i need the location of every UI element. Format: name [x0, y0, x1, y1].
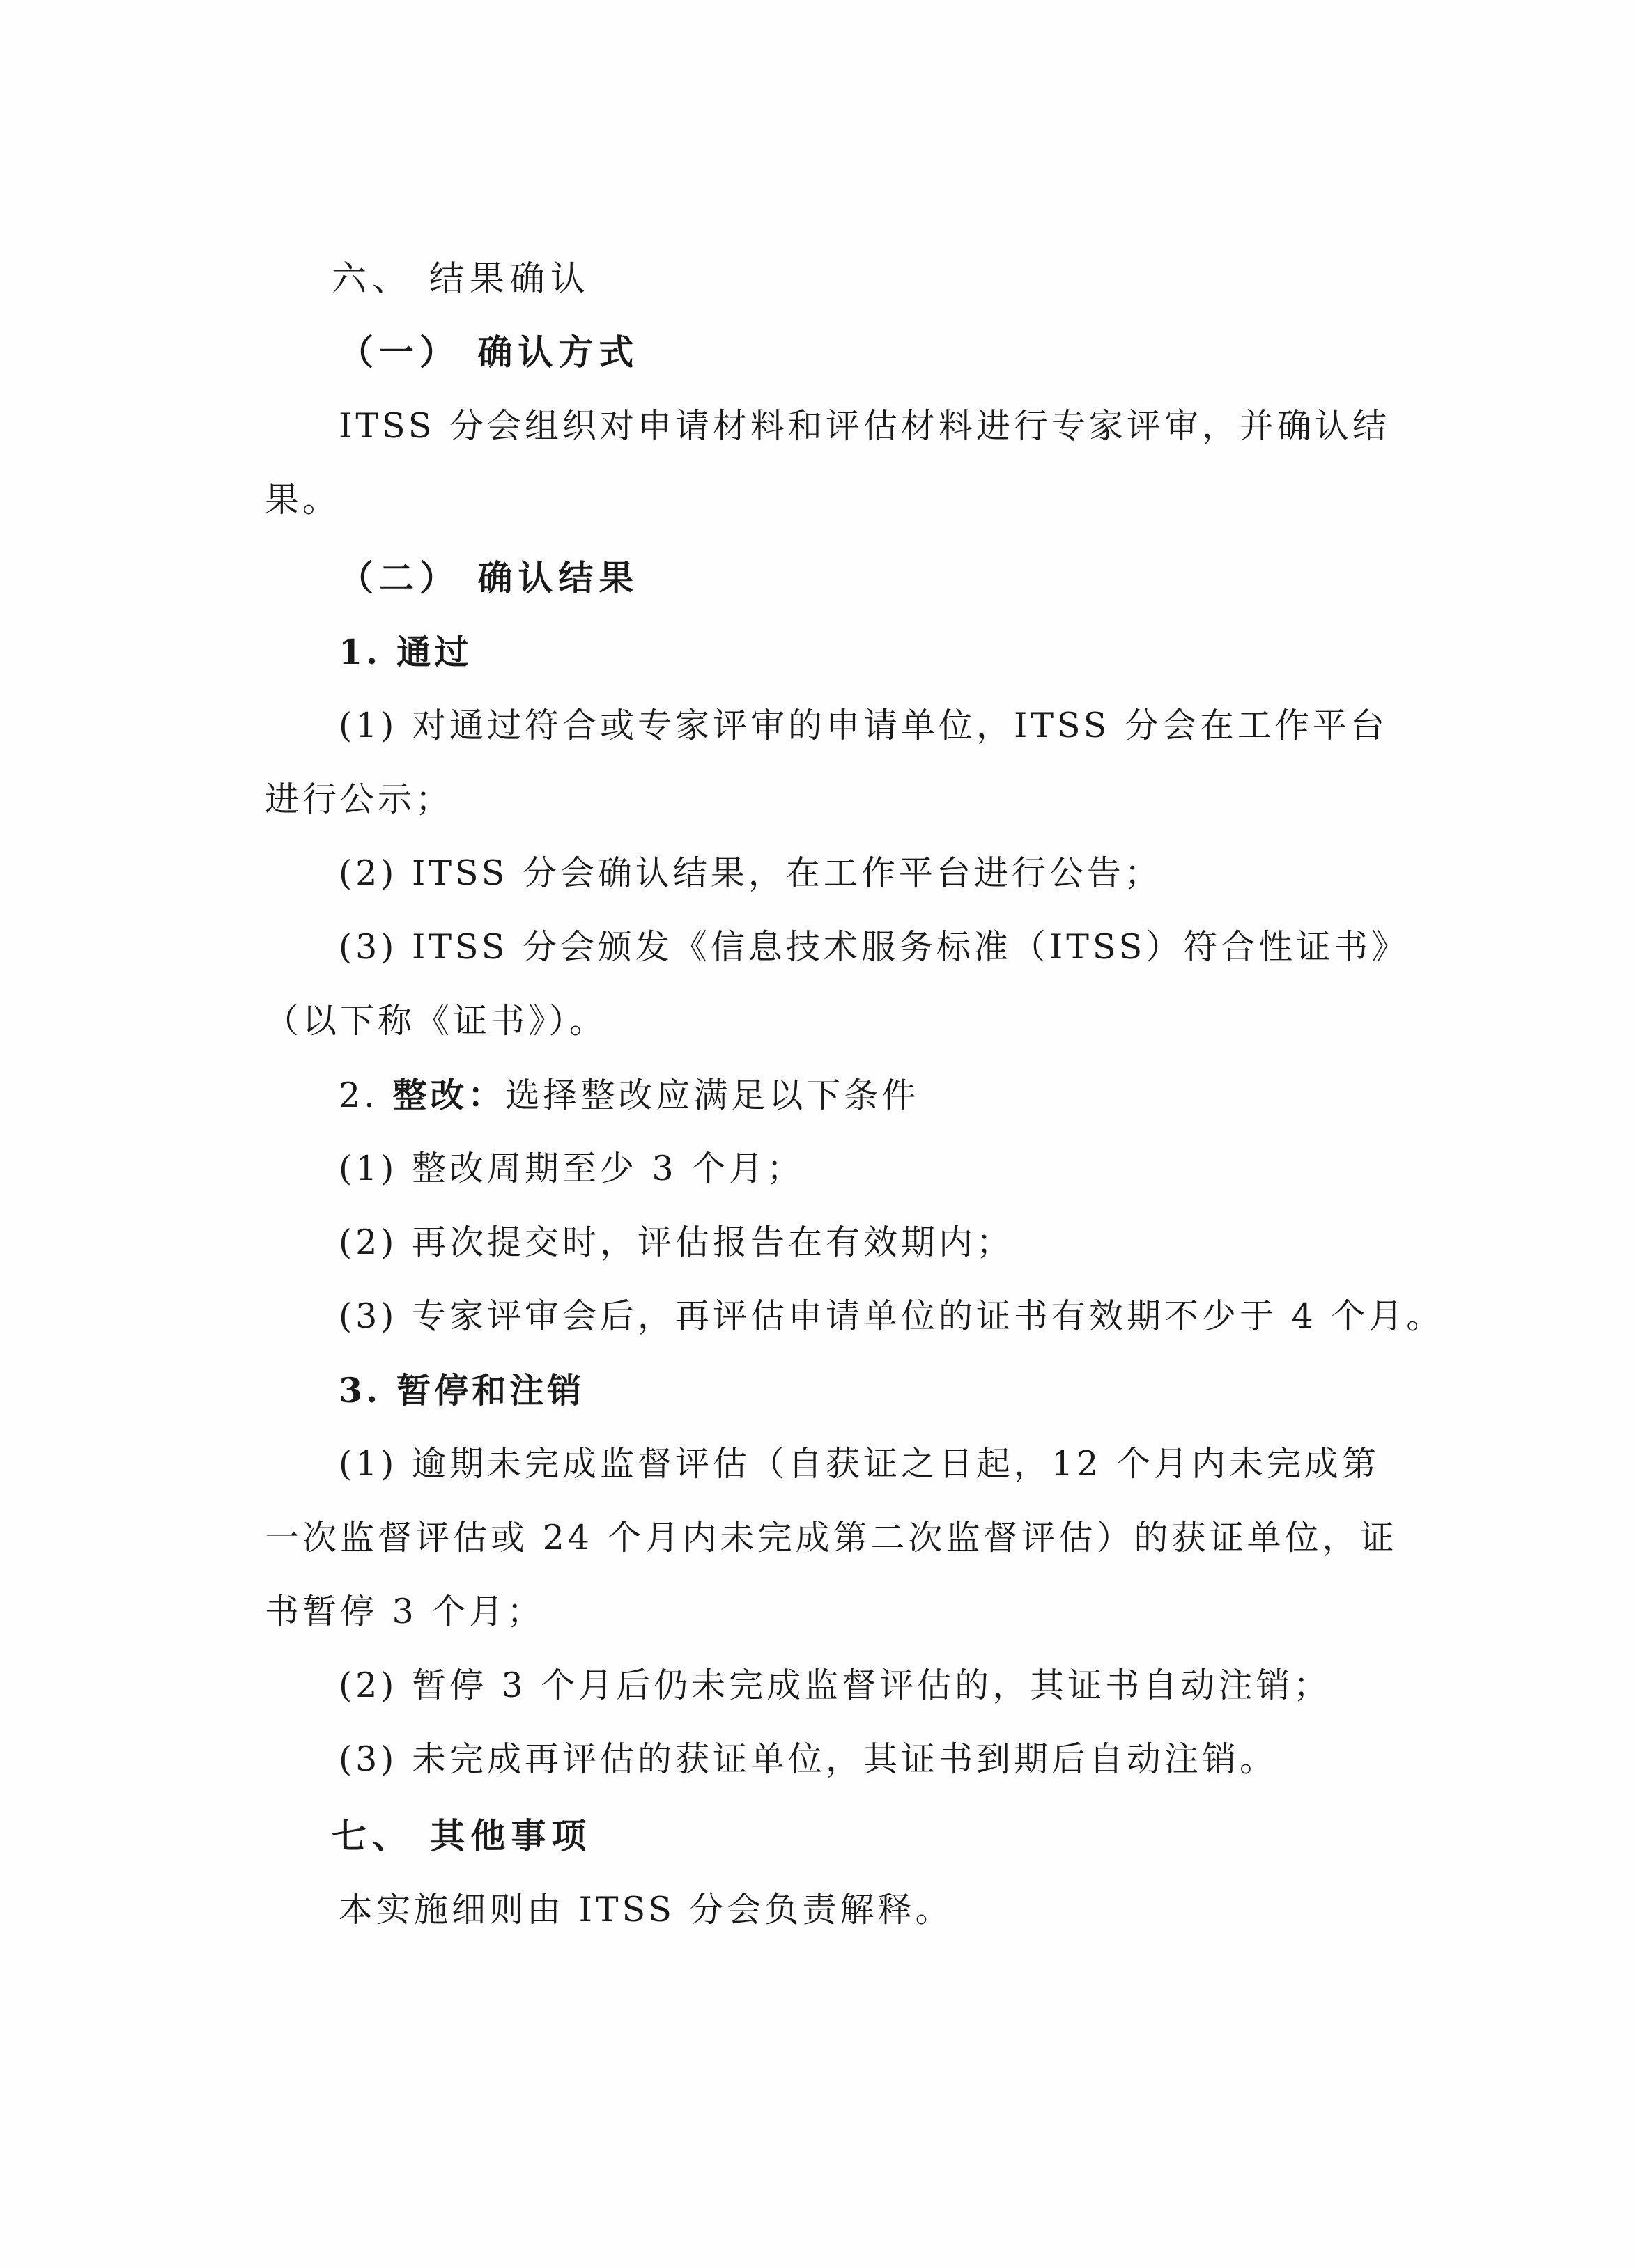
- item-2-number: 2.: [339, 1075, 393, 1115]
- item-1-point-2: (2) ITSS 分会确认结果，在工作平台进行公告；: [339, 853, 1162, 893]
- subsection-1-title: （一） 确认方式: [339, 332, 640, 373]
- subsection-2-title: （二） 确认结果: [339, 557, 640, 598]
- paragraph-confirm-method-line-1: ITSS 分会组织对申请材料和评估材料进行专家评审，并确认结: [339, 406, 1390, 446]
- item-3-point-1-line-1: (1) 逾期未完成监督评估（自获证之日起，12 个月内未完成第: [339, 1444, 1380, 1484]
- item-2-title: [339, 1074, 919, 1117]
- item-1-point-1-line-1: (1) 对通过符合或专家评审的申请单位，ITSS 分会在工作平台: [339, 706, 1388, 745]
- item-2-bold-label: 整改：: [392, 1075, 506, 1115]
- item-1-point-3-line-1: (3) ITSS 分会颁发《信息技术服务标准（ITSS）符合性证书》: [339, 927, 1410, 967]
- item-3-title: 3. 暂停和注销: [339, 1370, 585, 1411]
- item-3-point-2: (2) 暂停 3 个月后仍未完成监督评估的，其证书自动注销；: [339, 1665, 1332, 1705]
- item-3-point-3: (3) 未完成再评估的获证单位，其证书到期后自动注销。: [339, 1739, 1277, 1779]
- section-7-title: 七、 其他事项: [332, 1815, 592, 1856]
- item-1-point-3-line-2: （以下称《证书》）。: [265, 1001, 608, 1041]
- item-1-point-1-line-2: 进行公示；: [265, 779, 454, 819]
- item-3-point-1-line-2: 一次监督评估或 24 个月内未完成第二次监督评估）的获证单位，证: [265, 1518, 1398, 1558]
- item-2-description: 选择整改应满足以下条件: [505, 1075, 920, 1115]
- section-6-title: 六、 结果确认: [332, 258, 591, 299]
- item-3-point-1-line-3: 书暂停 3 个月；: [265, 1592, 545, 1631]
- paragraph-confirm-method-line-2: 果。: [265, 480, 341, 520]
- item-1-title: 1. 通过: [339, 632, 472, 672]
- item-2-point-2: (2) 再次提交时，评估报告在有效期内；: [339, 1222, 1014, 1262]
- item-2-point-1: (1) 整改周期至少 3 个月；: [339, 1149, 805, 1188]
- item-2-point-3: (3) 专家评审会后，再评估申请单位的证书有效期不少于 4 个月。: [339, 1296, 1444, 1336]
- section-7-paragraph: 本实施细则由 ITSS 分会负责解释。: [339, 1890, 953, 1929]
